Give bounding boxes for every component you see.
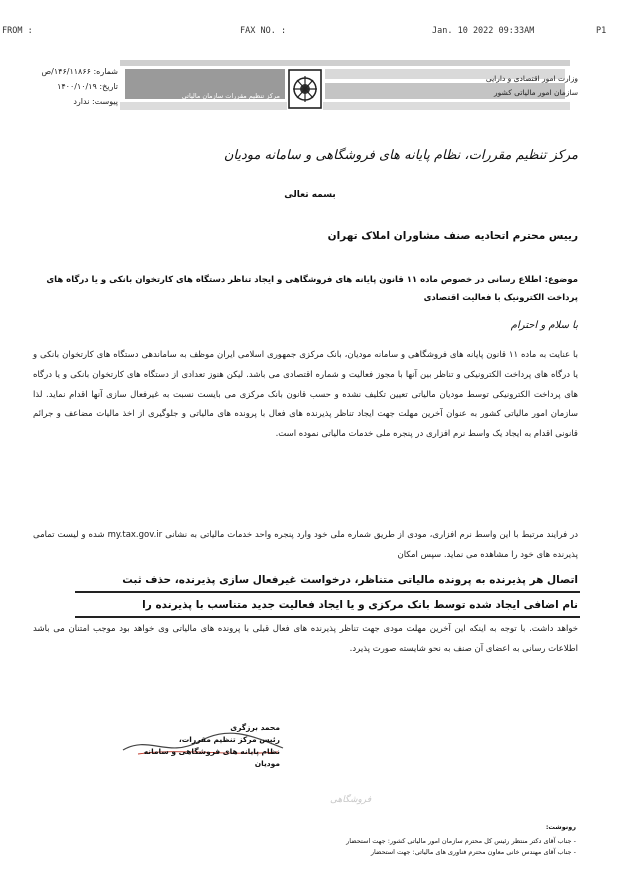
signature-block xyxy=(120,722,280,770)
body-paragraph-3: خواهد داشت. با توجه به اینکه این آخرین مهلت مودی جهت تناظر پذیرنده های فعال قبلی با پرونده های مالیاتی وی خواهد بود موجب امتنان می باشد اطلاعات رسانی به اعضای آن صنف به نحو شایسته صورت پذیرد. xyxy=(33,624,578,654)
signatory-title-2: نظام پایانه های فروشگاهی و سامانه مودیان xyxy=(143,747,280,768)
body-bold-line-2: نام اضافی ایجاد شده توسط بانک مرکزی و یا ایجاد فعالیت جدید متناسب با پذیرنده را xyxy=(142,599,578,611)
greeting: با سلام و احترام xyxy=(510,320,578,331)
letter-attachment: پیوست: ندارد xyxy=(73,97,118,106)
signatory-title-1: رئیس مرکز تنظیم مقررات، xyxy=(178,735,280,744)
subject: موضوع: اطلاع رسانی در خصوص ماده ۱۱ قانون پایانه های فروشگاهی و ایجاد تناظر دستگاه های کارتخوان بانکی و یا درگاه های پرداخت الکترونیک با فعالیت اقتصادی xyxy=(46,275,578,303)
fax-header xyxy=(0,26,618,40)
bismillah: بسمه تعالی xyxy=(284,190,336,200)
fax-date-time: Jan. 10 2022 09:33AM xyxy=(432,26,535,36)
letter-number: شماره: ۱۴۶/۱۱۸۶۶/ص xyxy=(41,67,118,76)
fax-page-number: P1 xyxy=(596,26,607,36)
letter-date: تاریخ: ۱۴۰۰/۱۰/۱۹ xyxy=(57,82,118,91)
body-bold-line-1: اتصال هر پذیرنده به پرونده مالیاتی متناظر، درخواست غیرفعال سازی پذیرنده، حذف ثبت xyxy=(122,574,578,586)
letter-meta xyxy=(28,64,118,109)
underline-2 xyxy=(75,616,580,618)
center-title: مرکز تنظیم مقررات، نظام پایانه های فروشگاهی و سامانه مودیان xyxy=(223,148,578,163)
letterhead-ministry-block xyxy=(348,72,578,100)
body-paragraph-2: در فرایند مرتبط با این واسط نرم افزاری، مودی از طریق شماره ملی خود وارد پنجره واحد خدمات مالیاتی به نشانی my.tax.gov.ir شده و لیست تمامی پذیرنده های خود را مشاهده می نماید. سپس امکان xyxy=(33,530,578,560)
fax-from: FROM : xyxy=(2,26,33,36)
emblem-icon xyxy=(287,68,323,110)
letterhead-organization: سازمان امور مالیاتی کشور xyxy=(494,88,578,97)
cc-block xyxy=(16,823,576,858)
faint-watermark: فروشگاهی xyxy=(330,795,372,805)
underline-1 xyxy=(75,591,580,593)
fax-number-label: FAX NO. : xyxy=(240,26,287,36)
cc-line-2: - جناب آقای مهندس خانی معاون محترم فناوری های مالیاتی: جهت استحضار xyxy=(370,848,576,856)
letterhead-ministry: وزارت امور اقتصادی و دارایی xyxy=(485,74,578,83)
cc-label: رونوشت: xyxy=(545,823,576,831)
recipient: رییس محترم اتحادیه صنف مشاوران املاک تهران xyxy=(327,230,578,242)
body-paragraph-1: با عنایت به ماده ۱۱ قانون پایانه های فروشگاهی و سامانه مودیان، بانک مرکزی جمهوری اسلامی ایران موظف به ساماندهی دستگاه های کارتخوان بانکی و یا درگاه های پرداخت الکترونیکی و تناظر بین آنها با مجوز فعالیت و شماره اقتصادی می باشد. لیکن هنوز تعدادی از دستگاه های کارتخوان بانکی و یا درگاه های پرداخت الکترونیکی توسط مودیان مالیاتی تعیین تکلیف نشده و حسب قانون بانک مرکزی می بایست نسبت به غیرفعال سازی آنها اقدام نماید. لذا سازمان امور مالیاتی کشور به عنوان آخرین مهلت جهت ایجاد تناظر پذیرنده های فعال با پرونده های مالیاتی و جلوگیری از اخذ مالیات مضاعف و جرائم قانونی اقدام به ایجاد یک واسط نرم افزاری در پنجره ملی خدمات مالیاتی نموده است. xyxy=(33,350,578,440)
signatory-name: محمد برزگری xyxy=(230,723,280,732)
letterhead-unit: مرکز تنظیم مقررات سازمان مالیاتی xyxy=(181,92,280,100)
cc-line-1: - جناب آقای دکتر منتظر رئیس کل محترم سازمان امور مالیاتی کشور: جهت استحضار xyxy=(346,837,576,845)
